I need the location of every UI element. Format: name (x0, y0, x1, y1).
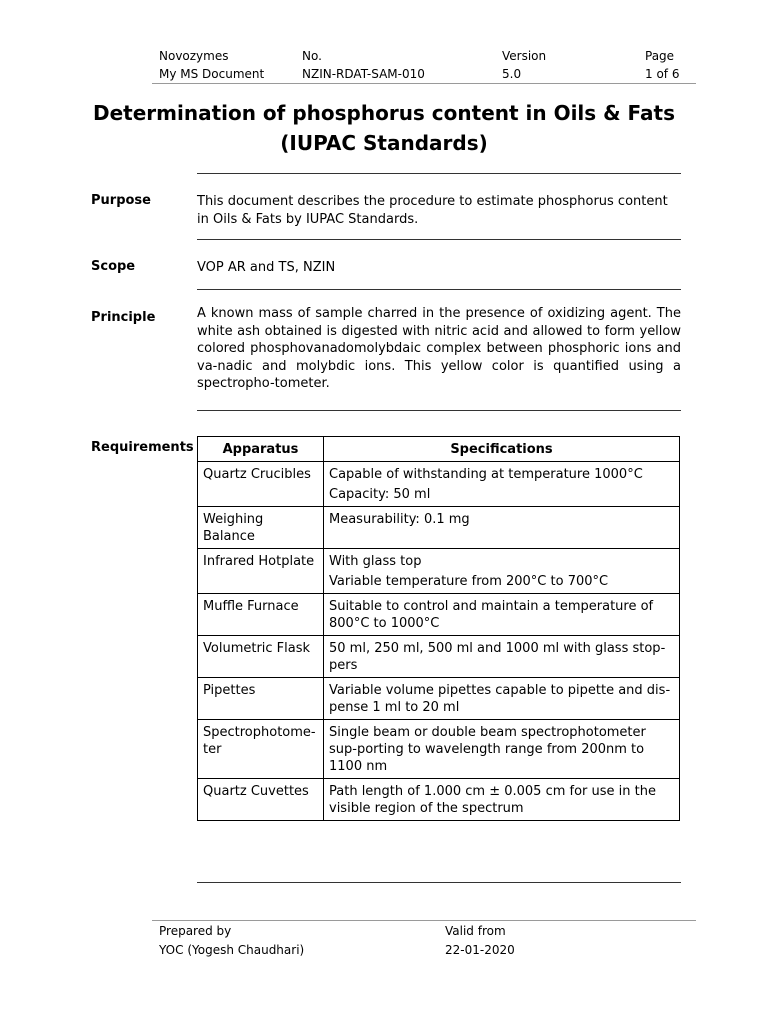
specification-cell (324, 507, 680, 549)
section-divider (197, 882, 681, 883)
header-page-label: Page (645, 49, 675, 63)
specification-cell (324, 636, 680, 678)
table-row (198, 549, 680, 594)
header-version-label: Version (502, 49, 547, 63)
apparatus-cell: Spectrophotome-ter (198, 720, 324, 779)
table-row (198, 462, 680, 507)
requirements-label: Requirements (91, 440, 194, 455)
specification-line: Capacity: 50 ml (329, 487, 431, 502)
header-no-value: NZIN-RDAT-SAM-010 (302, 67, 425, 81)
specification-line: Variable temperature from 200°C to 700°C (329, 574, 609, 589)
footer-divider (152, 920, 696, 921)
apparatus-cell: Infrared Hotplate (198, 549, 324, 594)
document-title-line-1: Determination of phosphorus content in Oils & Fats (92, 101, 676, 125)
specification-line: Capable of withstanding at temperature 1000°C (329, 467, 643, 482)
table-row (198, 507, 680, 549)
apparatus-cell: Muffle Furnace (198, 594, 324, 636)
section-divider (197, 410, 681, 411)
table-row (198, 678, 680, 720)
header-company-label: Novozymes (159, 49, 229, 63)
principle-text: A known mass of sample charred in the presence of oxidizing agent. The white ash obtained is digested with nitric acid and allowed to form yellow colored phosphovanadomolybdaic complex between phosphoric ions and va-nadic and molybdic ions. This yellow color is quantified using a spectropho-tometer. (197, 306, 681, 391)
purpose-label: Purpose (91, 193, 151, 208)
column-header-specifications: Specifications (324, 437, 680, 462)
header-version-value: 5.0 (502, 67, 522, 81)
header-company-value: My MS Document (159, 67, 265, 81)
table-row (198, 779, 680, 821)
table-header-row (198, 437, 680, 462)
section-divider (197, 239, 681, 240)
apparatus-cell: Volumetric Flask (198, 636, 324, 678)
specification-cell (324, 549, 680, 594)
table-row (198, 636, 680, 678)
column-header-apparatus: Apparatus (198, 437, 324, 462)
footer-valid-value: 22-01-2020 (445, 943, 515, 957)
header-divider (152, 83, 696, 84)
header-no-label: No. (302, 49, 322, 63)
specification-line: Single beam or double beam spectrophotometer sup-porting to wavelength range from 200nm to 1100 nm (329, 725, 646, 774)
specification-line: Path length of 1.000 cm ± 0.005 cm for use in the visible region of the spectrum (329, 784, 656, 816)
specification-cell (324, 779, 680, 821)
specification-cell (324, 678, 680, 720)
specification-cell (324, 594, 680, 636)
footer-valid-label: Valid from (445, 924, 506, 938)
table-row (198, 720, 680, 779)
apparatus-cell: Quartz Crucibles (198, 462, 324, 507)
table-row (198, 594, 680, 636)
footer-prepared-value: YOC (Yogesh Chaudhari) (159, 943, 305, 957)
requirements-table (197, 436, 680, 821)
principle-label: Principle (91, 310, 156, 325)
specification-line: 50 ml, 250 ml, 500 ml and 1000 ml with glass stop-pers (329, 641, 666, 673)
scope-text: VOP AR and TS, NZIN (197, 260, 336, 275)
section-divider (197, 173, 681, 174)
specification-line: Measurability: 0.1 mg (329, 512, 470, 527)
apparatus-cell: Quartz Cuvettes (198, 779, 324, 821)
specification-cell (324, 720, 680, 779)
specification-line: Suitable to control and maintain a temperature of 800°C to 1000°C (329, 599, 654, 631)
footer-prepared-label: Prepared by (159, 924, 232, 938)
specification-line: Variable volume pipettes capable to pipette and dis-pense 1 ml to 20 ml (329, 683, 671, 715)
specification-cell (324, 462, 680, 507)
specification-line: With glass top (329, 554, 422, 569)
scope-label: Scope (91, 259, 136, 274)
header-page-value: 1 of 6 (645, 67, 680, 81)
apparatus-cell: Weighing Balance (198, 507, 324, 549)
document-title-line-2: (IUPAC Standards) (280, 131, 488, 155)
section-divider (197, 289, 681, 290)
purpose-text: This document describes the procedure to estimate phosphorus content in Oils & Fats by IUPAC Standards. (197, 194, 668, 227)
apparatus-cell: Pipettes (198, 678, 324, 720)
